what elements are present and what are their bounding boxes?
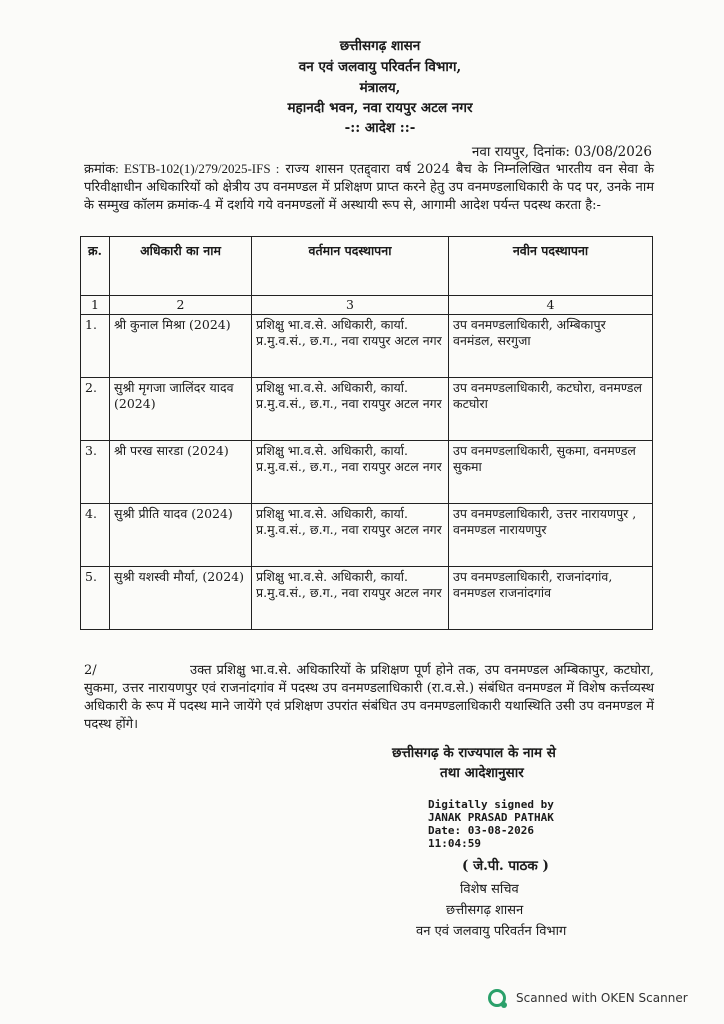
header-ministry: मंत्रालय,	[359, 80, 401, 96]
header-order-title: -:: आदेश ::-	[344, 120, 416, 136]
new-posting: उप वनमण्डलाधिकारी, राजनांदगांव, वनमण्डल राजनांदगांव	[449, 567, 653, 630]
column-number: 1	[81, 296, 110, 315]
table-header-current-posting: वर्तमान पदस्थापना	[252, 237, 449, 296]
row-serial: 3.	[81, 441, 110, 504]
table-row	[81, 567, 653, 630]
digital-signature-signer: JANAK PRASAD PATHAK	[428, 811, 554, 824]
officer-name: श्री कुनाल मिश्रा (2024)	[110, 315, 252, 378]
order-authority-line: तथा आदेशानुसार	[440, 765, 524, 781]
current-posting: प्रशिक्षु भा.व.से. अधिकारी, कार्या. प्र.मु.व.सं., छ.ग., नवा रायपुर अटल नगर	[252, 504, 449, 567]
table-header-name: अधिकारी का नाम	[110, 237, 252, 296]
table-row	[81, 378, 653, 441]
signatory-department: वन एवं जलवायु परिवर्तन विभाग	[416, 924, 567, 939]
column-number: 3	[252, 296, 449, 315]
order-date: नवा रायपुर, दिनांक: 03/08/2026	[471, 144, 652, 160]
new-posting: उप वनमण्डलाधिकारी, अम्बिकापुर वनमंडल, सरगुजा	[449, 315, 653, 378]
row-serial: 2.	[81, 378, 110, 441]
row-serial: 1.	[81, 315, 110, 378]
digital-signature-date: Date: 03-08-2026	[428, 824, 534, 837]
paragraph-number: 2/	[84, 663, 97, 678]
table-header-sn: क्र.	[81, 237, 110, 296]
order-paragraph-2-text: उक्त प्रशिक्षु भा.व.से. अधिकारियों के प्रशिक्षण पूर्ण होने तक, उप वनमण्डल अम्बिकापुर, कटघोरा, सुकमा, उत्तर नारायणपुर एवं राजनांदगांव में पदस्थ उप वनमण्डलाधिकारी (रा.व.से.) संबंधित वनमण्डल में विशेष कर्त्तव्यस्थ अधिकारी के रूप में पदस्थ माने जायेंगे एवं प्रशिक्षण उपरांत संबंधित उप वनमण्डलाधिकारी यथास्थिति उसी उप वनमण्डल में पदस्थ होंगे।	[84, 663, 654, 732]
order-paragraph-1	[84, 160, 654, 215]
signatory-name: ( जे.पी. पाठक )	[462, 858, 549, 874]
table-header-new-posting: नवीन पदस्थापना	[449, 237, 653, 296]
row-serial: 5.	[81, 567, 110, 630]
order-reference-number: क्रमांक: ESTB-102(1)/279/2025-IFS :	[84, 161, 280, 176]
officer-name: सुश्री प्रीति यादव (2024)	[110, 504, 252, 567]
officer-name: श्री परख सारडा (2024)	[110, 441, 252, 504]
digital-signature-block	[428, 798, 554, 850]
governor-authority-line: छत्तीसगढ़ के राज्यपाल के नाम से	[392, 745, 556, 761]
signatory-designation: विशेष सचिव	[460, 882, 519, 897]
table-row	[81, 441, 653, 504]
officer-name: सुश्री यशस्वी मौर्या, (2024)	[110, 567, 252, 630]
digital-signature-label: Digitally signed by	[428, 798, 554, 811]
header-address: महानदी भवन, नवा रायपुर अटल नगर	[287, 100, 473, 116]
current-posting: प्रशिक्षु भा.व.से. अधिकारी, कार्या. प्र.मु.व.सं., छ.ग., नवा रायपुर अटल नगर	[252, 315, 449, 378]
officer-name: सुश्री मृगजा जालिंदर यादव (2024)	[110, 378, 252, 441]
column-number: 4	[449, 296, 653, 315]
current-posting: प्रशिक्षु भा.व.से. अधिकारी, कार्या. प्र.मु.व.सं., छ.ग., नवा रायपुर अटल नगर	[252, 567, 449, 630]
table-row	[81, 504, 653, 567]
table-row	[81, 315, 653, 378]
new-posting: उप वनमण्डलाधिकारी, उत्तर नारायणपुर , वनमण्डल नारायणपुर	[449, 504, 653, 567]
header-department: वन एवं जलवायु परिवर्तन विभाग,	[298, 59, 462, 75]
new-posting: उप वनमण्डलाधिकारी, सुकमा, वनमण्डल सुकमा	[449, 441, 653, 504]
current-posting: प्रशिक्षु भा.व.से. अधिकारी, कार्या. प्र.मु.व.सं., छ.ग., नवा रायपुर अटल नगर	[252, 378, 449, 441]
scanner-logo-icon	[488, 989, 506, 1007]
new-posting: उप वनमण्डलाधिकारी, कटघोरा, वनमण्डल कटघोरा	[449, 378, 653, 441]
column-number-row	[81, 296, 653, 315]
scanner-watermark	[488, 989, 688, 1007]
posting-table	[80, 236, 653, 630]
current-posting: प्रशिक्षु भा.व.से. अधिकारी, कार्या. प्र.मु.व.सं., छ.ग., नवा रायपुर अटल नगर	[252, 441, 449, 504]
column-number: 2	[110, 296, 252, 315]
digital-signature-time: 11:04:59	[428, 837, 481, 850]
signatory-government: छत्तीसगढ़ शासन	[446, 903, 524, 918]
scanner-watermark-text: Scanned with OKEN Scanner	[516, 991, 688, 1005]
header-government: छत्तीसगढ़ शासन	[339, 38, 421, 54]
order-paragraph-2	[84, 662, 654, 734]
row-serial: 4.	[81, 504, 110, 567]
order-paragraph-1-text: राज्य शासन एतद्द्वारा वर्ष 2024 बैच के निम्नलिखित भारतीय वन सेवा के परिवीक्षाधीन अधिकारियों को क्षेत्रीय उप वनमण्डल में प्रशिक्षण प्राप्त करने हेतु उप वनमण्डलाधिकारी के पद पर, उनके नाम के सम्मुख कॉलम क्रमांक-4 में दर्शाये गये वनमण्डलों में अस्थायी रूप से, आगामी आदेश पर्यन्त पदस्थ करता है:-	[84, 162, 654, 213]
